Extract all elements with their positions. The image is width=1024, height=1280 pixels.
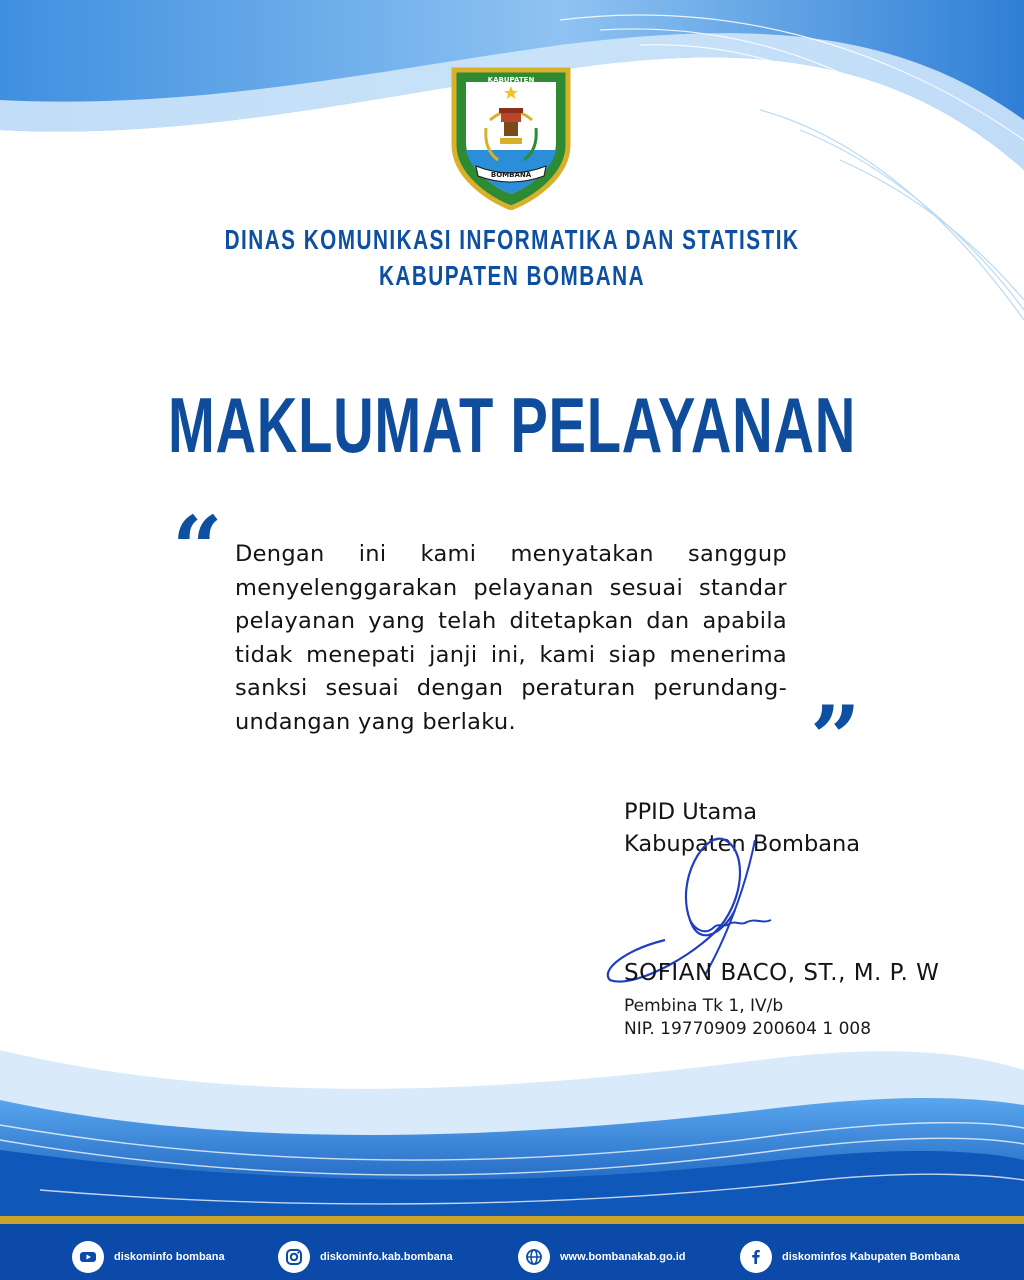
instagram-icon <box>278 1241 310 1273</box>
signatory-nip: NIP. 19770909 200604 1 008 <box>624 1019 872 1039</box>
footer-instagram-label: diskominfo.kab.bombana <box>320 1251 453 1263</box>
footer-youtube-label: diskominfo bombana <box>114 1251 225 1263</box>
signatory-name: SOFIAN BACO, ST., M. P. W <box>624 960 940 986</box>
page-title: MAKLUMAT PELAYANAN <box>168 381 856 469</box>
footer-youtube-link[interactable] <box>72 1240 225 1274</box>
emblem-top-text: KABUPATEN <box>487 76 535 84</box>
agency-name-line2: KABUPATEN BOMBANA <box>378 260 646 291</box>
footer-website-label: www.bombanakab.go.id <box>560 1251 686 1263</box>
open-quote-icon: “ <box>172 496 223 600</box>
footer-bar <box>0 1216 1024 1280</box>
footer-facebook-label: diskominfos Kabupaten Bombana <box>782 1251 960 1263</box>
signatory-rank: Pembina Tk 1, IV/b <box>624 996 784 1016</box>
footer-website-link[interactable] <box>518 1240 686 1274</box>
globe-icon <box>518 1241 550 1273</box>
youtube-icon <box>72 1241 104 1273</box>
agency-name-line1: DINAS KOMUNIKASI INFORMATIKA DAN STATISTIK <box>224 224 800 255</box>
statement-text: Dengan ini kami menyatakan sanggup menyelenggarakan pelayanan sesuai standar pelayanan yang telah ditetapkan dan apabila tidak menepati janji ini, kami siap menerima sanksi sesuai dengan peraturan perundang-undangan yang berlaku. <box>235 541 787 735</box>
role-line1: PPID Utama <box>624 799 758 825</box>
emblem-ribbon-text: BOMBANA <box>490 171 532 179</box>
bombana-emblem-logo <box>446 60 576 210</box>
footer-facebook-link[interactable] <box>740 1240 960 1274</box>
role-line2: Kabupaten Bombana <box>624 831 861 857</box>
facebook-icon <box>740 1241 772 1273</box>
footer-instagram-link[interactable] <box>278 1240 453 1274</box>
close-quote-icon: ” <box>810 686 861 790</box>
